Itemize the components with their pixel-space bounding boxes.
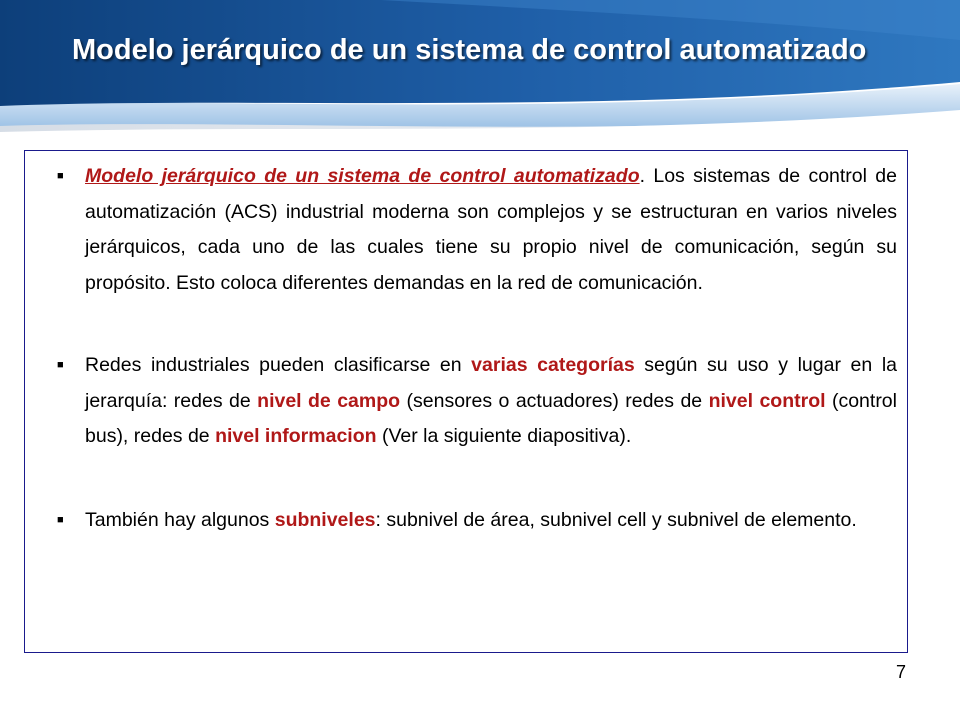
bullet-2-part-4: (control bus), redes de xyxy=(85,389,897,447)
bullet-2-emphasis-4: nivel informacion xyxy=(215,425,377,447)
bullet-item-3 xyxy=(57,503,897,539)
bullet-2-part-3: (sensores o actuadores) redes de xyxy=(400,389,709,412)
bullet-1-link[interactable]: Modelo jerárquico de un sistema de control automatizado xyxy=(85,165,640,187)
bullet-square-icon: ■ xyxy=(57,170,64,182)
bullet-3-emphasis-1: subniveles xyxy=(274,509,376,531)
bullet-3-part-2: : subnivel de área, subnivel cell y subnivel de elemento. xyxy=(375,509,857,531)
bullet-text-2 xyxy=(85,348,897,455)
bullet-2-part-5: (Ver la siguiente diapositiva). xyxy=(376,425,632,447)
bullet-1-body: . Los sistemas de control de automatización (ACS) industrial moderna son complejos y se estructuran en varios niveles jerárquicos, cada uno de las cuales tiene su propio nivel de comunicación, según su propósito. Esto coloca diferentes demandas en la red de comunicación. xyxy=(85,165,897,294)
bullet-text-3 xyxy=(85,503,897,539)
page-number: 7 xyxy=(895,662,906,682)
bullet-text-1 xyxy=(85,159,897,301)
bullet-2-emphasis-2: nivel de campo xyxy=(257,389,401,412)
bullet-item-1 xyxy=(57,159,897,301)
bullet-square-icon: ■ xyxy=(57,359,64,371)
bullet-item-2 xyxy=(57,348,897,455)
bullet-2-emphasis-3: nivel control xyxy=(708,389,826,412)
content-box xyxy=(24,150,908,653)
bullet-2-part-1: Redes industriales pueden clasificarse en xyxy=(85,354,472,376)
bullet-3-part-1: También hay algunos xyxy=(85,509,275,531)
bullet-2-part-2: según su uso y lugar en la jerarquía: redes de xyxy=(85,354,897,412)
bullet-square-icon: ■ xyxy=(57,514,64,526)
slide-title: Modelo jerárquico de un sistema de control automatizado xyxy=(72,34,867,66)
header-wave-graphic xyxy=(0,0,960,150)
header-banner xyxy=(0,0,960,150)
bullet-2-emphasis-1: varias categorías xyxy=(471,354,635,376)
